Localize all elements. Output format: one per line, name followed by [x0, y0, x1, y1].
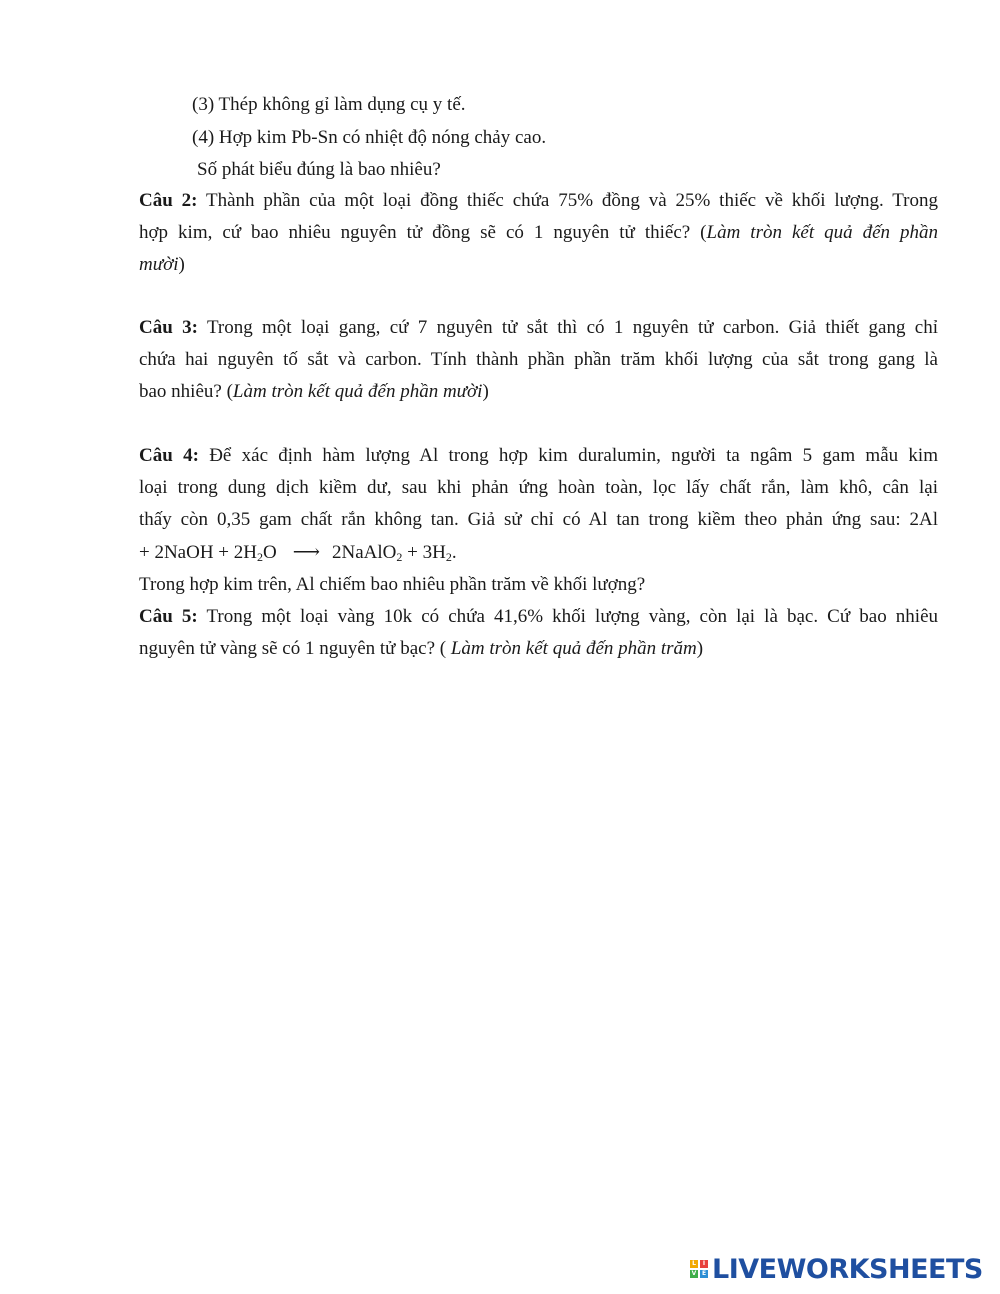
logo-square-i: I	[700, 1260, 708, 1268]
question-5-label: Câu 5:	[139, 606, 198, 627]
question-2-line-1: Câu 2: Thành phần của một loại đồng thiếc chứa 75% đồng và 25% thiếc về khối lượng. Trong	[139, 190, 938, 211]
logo-text: LIVEWORKSHEETS	[712, 1253, 983, 1285]
reaction-equation: + 2NaOH + $2H_2O$ ⟶ 2NaAlO$_2$ + $3H_2$.	[139, 542, 457, 564]
question-4-line-2: loại trong dung dịch kiềm dư, sau khi phản ứng hoàn toàn, lọc lấy chất rắn, làm khô, cân lại	[139, 477, 938, 498]
question-5-line-1: Câu 5: Trong một loại vàng 10k có chứa 41,6% khối lượng vàng, còn lại là bạc. Cứ bao nhiêu	[139, 606, 938, 627]
question-4-line-3: thấy còn 0,35 gam chất rắn không tan. Giả sử chỉ có Al tan trong kiềm theo phản ứng sau: 2Al	[139, 509, 938, 530]
statement-4: (4) Hợp kim Pb-Sn có nhiệt độ nóng chảy cao.	[192, 127, 547, 148]
question-3-label: Câu 3:	[139, 317, 198, 338]
question-2-label: Câu 2:	[139, 190, 198, 211]
statement-3: (3) Thép không gỉ làm dụng cụ y tế.	[192, 94, 466, 115]
question-1-ask: Số phát biểu đúng là bao nhiêu?	[197, 159, 441, 180]
reaction-arrow-icon: ⟶	[292, 542, 320, 563]
question-5-line-2: nguyên tử vàng sẽ có 1 nguyên tử bạc? ( Làm tròn kết quả đến phần trăm)	[139, 638, 704, 659]
question-2-line-3: mười)	[139, 254, 185, 275]
liveworksheets-logo	[690, 1253, 983, 1285]
question-2-line-2: hợp kim, cứ bao nhiêu nguyên tử đồng sẽ có 1 nguyên tử thiếc? (Làm tròn kết quả đến phần	[139, 222, 938, 243]
question-3-line-1: Câu 3: Trong một loại gang, cứ 7 nguyên tử sắt thì có 1 nguyên tử carbon. Giả thiết gang chỉ	[139, 317, 938, 338]
logo-square-v: V	[691, 1270, 697, 1277]
logo-grid-icon	[690, 1260, 708, 1278]
question-4-label: Câu 4:	[139, 445, 199, 466]
question-3-line-3: bao nhiêu? (Làm tròn kết quả đến phần mười)	[139, 381, 489, 402]
logo-square-e: E	[701, 1270, 707, 1277]
question-4-line-5: Trong hợp kim trên, Al chiếm bao nhiêu phần trăm về khối lượng?	[139, 574, 646, 595]
question-4-line-1: Câu 4: Để xác định hàm lượng Al trong hợp kim duralumin, người ta ngâm 5 gam mẫu kim	[139, 445, 938, 466]
question-3-line-2: chứa hai nguyên tố sắt và carbon. Tính thành phần phần trăm khối lượng của sắt trong gang là	[139, 349, 938, 370]
logo-square-l: L	[690, 1260, 698, 1268]
